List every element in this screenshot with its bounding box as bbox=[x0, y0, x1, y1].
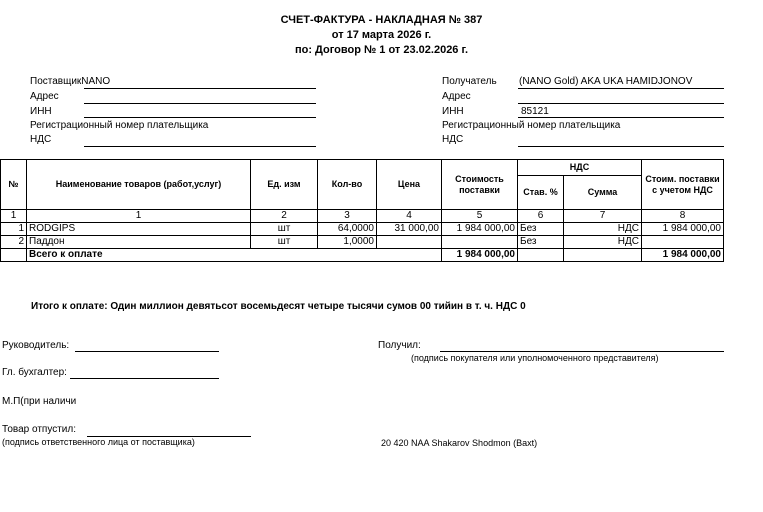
supplier-address-underline bbox=[84, 103, 316, 104]
col-number: 8 bbox=[642, 210, 724, 223]
row-qty: 1,0000 bbox=[318, 236, 377, 249]
row-price: 31 000,00 bbox=[377, 223, 442, 236]
contract-reference: по: Договор № 1 от 23.02.2026 г. bbox=[294, 44, 469, 56]
receiver-inn-value: 85121 bbox=[521, 106, 549, 117]
released-label: Товар отпустил: bbox=[2, 424, 76, 435]
total-empty-cell bbox=[1, 249, 27, 262]
header-price: Цена bbox=[377, 160, 442, 210]
receiver-address-underline bbox=[518, 103, 724, 104]
total-row bbox=[1, 249, 724, 262]
total-label: Всего к оплате bbox=[27, 249, 442, 262]
invoice-table bbox=[0, 159, 724, 262]
row-cost bbox=[442, 236, 518, 249]
row-vat-rate: Без bbox=[518, 223, 564, 236]
total-with-vat: 1 984 000,00 bbox=[642, 249, 724, 262]
document-date: от 17 марта 2026 г. bbox=[331, 29, 432, 41]
header-qty: Кол-во bbox=[318, 160, 377, 210]
row-num: 2 bbox=[1, 236, 27, 249]
footer-code: 20 420 NAA Shakarov Shodmon (Baxt) bbox=[381, 438, 538, 448]
stamp-label: М.П(при наличи bbox=[2, 396, 77, 407]
supplier-inn-underline bbox=[84, 117, 316, 118]
row-price bbox=[377, 236, 442, 249]
header-cost: Стоимость поставки bbox=[442, 160, 518, 210]
receiver-address-label: Адрес bbox=[442, 91, 471, 102]
total-empty-cell bbox=[518, 249, 564, 262]
supplier-value: NANO bbox=[81, 76, 111, 87]
header-name: Наименование товаров (работ,услуг) bbox=[27, 160, 251, 210]
received-note: (подпись покупателя или уполномоченного представителя) bbox=[411, 353, 659, 363]
col-number: 6 bbox=[518, 210, 564, 223]
row-name: RODGIPS bbox=[27, 223, 251, 236]
header-total: Стоим. поставки с учетом НДС bbox=[642, 160, 724, 210]
receiver-inn-label: ИНН bbox=[442, 106, 464, 117]
accountant-label: Гл. бухгалтер: bbox=[2, 367, 67, 378]
receiver-inn-underline bbox=[518, 117, 724, 118]
col-number: 1 bbox=[1, 210, 27, 223]
row-num: 1 bbox=[1, 223, 27, 236]
receiver-reg-label: Регистрационный номер плательщика bbox=[442, 120, 621, 131]
row-total: 1 984 000,00 bbox=[642, 223, 724, 236]
row-vat-sum: НДС bbox=[564, 223, 642, 236]
header-vat-rate: Став. % bbox=[518, 176, 564, 210]
received-signature-line bbox=[440, 351, 724, 352]
row-unit: шт bbox=[251, 223, 318, 236]
col-number: 1 bbox=[27, 210, 251, 223]
row-vat-sum: НДС bbox=[564, 236, 642, 249]
supplier-address-label: Адрес bbox=[30, 91, 59, 102]
row-vat-rate: Без bbox=[518, 236, 564, 249]
row-cost: 1 984 000,00 bbox=[442, 223, 518, 236]
col-number: 2 bbox=[251, 210, 318, 223]
receiver-vat-underline bbox=[518, 146, 724, 147]
header-vat: НДС bbox=[518, 160, 642, 176]
total-empty-cell bbox=[564, 249, 642, 262]
receiver-underline bbox=[518, 88, 724, 89]
supplier-underline bbox=[84, 88, 316, 89]
total-cost: 1 984 000,00 bbox=[442, 249, 518, 262]
col-number: 3 bbox=[318, 210, 377, 223]
header-unit: Ед. изм bbox=[251, 160, 318, 210]
col-number: 7 bbox=[564, 210, 642, 223]
receiver-vat-label: НДС bbox=[442, 134, 464, 145]
supplier-row bbox=[30, 76, 110, 87]
released-note: (подпись ответственного лица от поставщика) bbox=[2, 437, 195, 447]
table-row bbox=[1, 223, 724, 236]
receiver-value: (NANO Gold) AKA UKA HAMIDJONOV bbox=[519, 76, 693, 87]
row-unit: шт bbox=[251, 236, 318, 249]
table-row bbox=[1, 236, 724, 249]
supplier-vat-underline bbox=[84, 146, 316, 147]
supplier-reg-label: Регистрационный номер плательщика bbox=[30, 120, 209, 131]
director-label: Руководитель: bbox=[2, 340, 70, 351]
row-total bbox=[642, 236, 724, 249]
supplier-inn-label: ИНН bbox=[30, 106, 52, 117]
receiver-label: Получатель bbox=[442, 76, 497, 87]
row-qty: 64,0000 bbox=[318, 223, 377, 236]
header-num: № bbox=[1, 160, 27, 210]
received-label: Получил: bbox=[378, 340, 421, 351]
column-number-row bbox=[1, 210, 724, 223]
header-vat-sum: Сумма bbox=[564, 176, 642, 210]
supplier-vat-label: НДС bbox=[30, 134, 52, 145]
supplier-label: Поставщик bbox=[30, 76, 82, 87]
col-number: 4 bbox=[377, 210, 442, 223]
col-number: 5 bbox=[442, 210, 518, 223]
row-name: Паддон bbox=[27, 236, 251, 249]
document-title: СЧЕТ-ФАКТУРА - НАКЛАДНАЯ № 387 bbox=[280, 14, 483, 26]
accountant-signature-line bbox=[70, 378, 219, 379]
total-in-words: Итого к оплате: Один миллион девятьсот восемьдесят четыре тысячи сумов 00 тийин в т. ч. НДС 0 bbox=[31, 301, 526, 312]
director-signature-line bbox=[75, 351, 219, 352]
